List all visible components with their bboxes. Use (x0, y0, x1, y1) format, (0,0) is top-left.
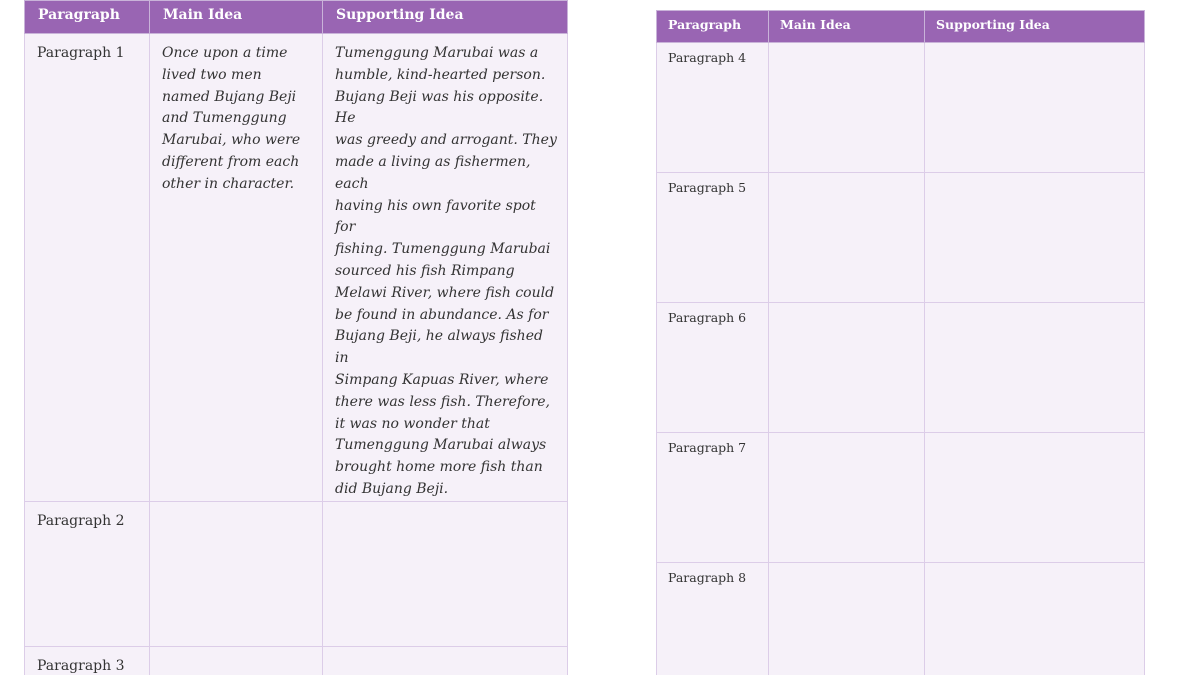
table-row (657, 563, 1145, 675)
paragraph-label-cell: Paragraph 4 (657, 43, 769, 173)
main-idea-cell[interactable] (769, 563, 925, 675)
header-paragraph: Paragraph (25, 1, 150, 34)
supporting-idea-cell[interactable] (925, 43, 1145, 173)
paragraph-label-cell: Paragraph 8 (657, 563, 769, 675)
supporting-idea-cell[interactable] (323, 646, 568, 675)
main-idea-cell[interactable]: Once upon a time lived two men named Bujang Beji and Tumenggung Marubai, who were different from each other in character. (150, 34, 323, 502)
paragraph-label-cell: Paragraph 2 (25, 501, 150, 646)
main-idea-cell[interactable] (769, 173, 925, 303)
left-worksheet-table (24, 0, 568, 675)
header-paragraph: Paragraph (657, 11, 769, 43)
paragraph-label-cell: Paragraph 7 (657, 433, 769, 563)
main-idea-cell[interactable] (150, 501, 323, 646)
paragraph-label-cell: Paragraph 1 (25, 34, 150, 502)
header-main-idea: Main Idea (150, 1, 323, 34)
supporting-idea-cell[interactable] (925, 433, 1145, 563)
table-row (25, 646, 568, 675)
supporting-idea-cell[interactable] (925, 563, 1145, 675)
header-main-idea: Main Idea (769, 11, 925, 43)
paragraph-label-cell: Paragraph 3 (25, 646, 150, 675)
supporting-idea-cell[interactable]: Tumenggung Marubai was a humble, kind-hearted person. Bujang Beji was his opposite. He was greedy and arrogant. They made a living as fishermen, each having his own favorite spot for fishing. Tumenggung Marubai sourced his fish Rimpang Melawi River, where fish could be found in abundance. As for Bujang Beji, he always fished in Simpang Kapuas River, where there was less fish. Therefore, it was no wonder that Tumenggung Marubai always brought home more fish than did Bujang Beji. (323, 34, 568, 502)
main-idea-cell[interactable] (769, 433, 925, 563)
main-idea-cell[interactable] (769, 43, 925, 173)
paragraph-label-cell: Paragraph 5 (657, 173, 769, 303)
supporting-idea-cell[interactable] (925, 173, 1145, 303)
header-supporting-idea: Supporting Idea (925, 11, 1145, 43)
table-row (657, 433, 1145, 563)
supporting-idea-cell[interactable] (323, 501, 568, 646)
main-idea-cell[interactable] (769, 303, 925, 433)
table-header-row (657, 11, 1145, 43)
paragraph-label-cell: Paragraph 6 (657, 303, 769, 433)
table-row (657, 173, 1145, 303)
table-row (25, 34, 568, 502)
table-header-row (25, 1, 568, 34)
table-row (657, 303, 1145, 433)
right-worksheet-table (656, 10, 1145, 675)
table-row (657, 43, 1145, 173)
table-row (25, 501, 568, 646)
main-idea-cell[interactable] (150, 646, 323, 675)
header-supporting-idea: Supporting Idea (323, 1, 568, 34)
supporting-idea-cell[interactable] (925, 303, 1145, 433)
